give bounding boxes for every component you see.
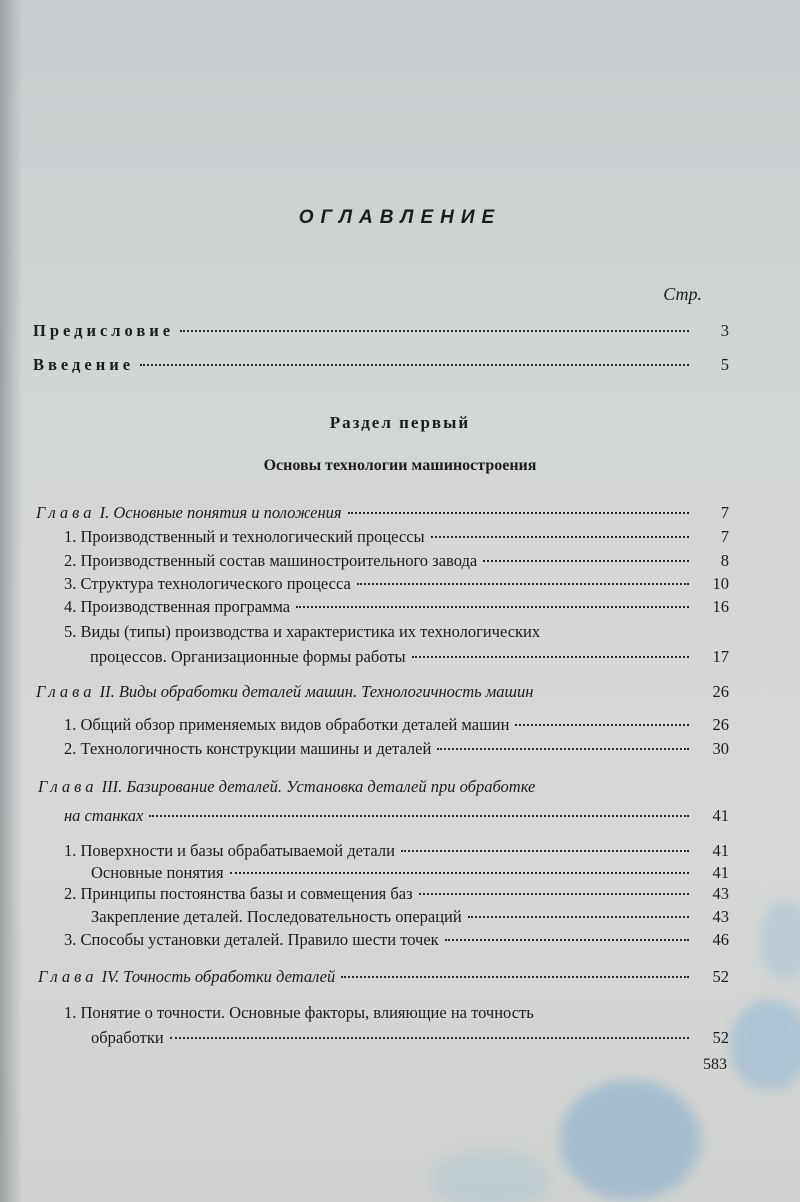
item-text: 2. Технологичность конструкции машины и деталей [64,739,432,758]
dot-leader [341,976,689,978]
page-column-header: Стр. [663,284,702,304]
chapter-word: Глава [38,777,98,796]
item-page: 30 [712,739,729,758]
chapter-title-cont: на станках [64,806,144,825]
chapter-page: 52 [712,967,729,986]
item-text-line1[interactable]: 5. Виды (типы) производства и характеристика их технологических [64,622,541,641]
chapter-title: I. Основные понятия и положения [99,503,342,522]
toc-item[interactable] [64,715,729,735]
entry-page: 3 [720,321,729,340]
item-page: 26 [712,715,729,734]
chapter-page: 26 [712,682,729,701]
item-text: Основные понятия [91,863,224,882]
item-text: 1. Поверхности и базы обрабатываемой детали [64,841,395,860]
item-page: 52 [712,1028,729,1047]
item-text: 2. Производственный состав машиностроительного завода [64,551,478,570]
dot-leader [230,872,689,874]
toc-item[interactable] [91,907,729,927]
toc-item[interactable] [64,930,729,950]
chapter-title: III. Базирование деталей. Установка деталей при обработке [101,777,536,796]
page-number: 583 [703,1056,727,1073]
dot-leader [483,560,689,562]
dot-leader [401,850,689,852]
water-stain [730,1000,800,1090]
water-stain [760,900,800,980]
dot-leader [445,939,689,941]
dot-leader [180,330,689,332]
toc-title: ОГЛАВЛЕНИЕ [298,207,502,228]
chapter-title: II. Виды обработки деталей машин. Технологичность машин [99,682,534,701]
item-text: Закрепление деталей. Последовательность операций [91,907,462,926]
chapter-page: 7 [720,503,729,522]
item-page: 41 [712,863,729,882]
dot-leader [170,1037,689,1039]
item-text: 2. Принципы постоянства базы и совмещения баз [64,884,413,903]
item-page: 17 [712,647,729,666]
dot-leader [412,656,689,658]
dot-leader [419,893,689,895]
item-text: 1. Производственный и технологический процессы [64,527,425,546]
item-page: 10 [712,574,729,593]
toc-entry-introduction[interactable] [33,355,729,375]
toc-item[interactable] [64,551,729,571]
toc-item[interactable] [64,597,729,617]
entry-label: Предисловие [33,321,175,340]
chapter-page: 41 [712,806,729,825]
toc-entry-preface[interactable] [33,321,729,341]
toc-item[interactable] [64,739,729,759]
toc-item[interactable] [64,574,729,594]
dot-leader [431,536,689,538]
dot-leader [149,815,689,817]
entry-label: Введение [33,355,135,374]
toc-item[interactable] [64,527,729,547]
toc-chapter-3[interactable] [64,806,729,826]
item-text: 1. Общий обзор применяемых видов обработки деталей машин [64,715,510,734]
item-text: обработки [91,1028,164,1047]
toc-item[interactable] [91,863,729,883]
toc-chapter-2[interactable] [36,682,729,702]
toc-chapter-1[interactable] [36,503,729,523]
item-page: 16 [712,597,729,616]
dot-leader [468,916,689,918]
water-stain [430,1150,550,1202]
part-heading: Раздел первый [329,413,471,432]
toc-item[interactable] [90,647,729,667]
item-page: 41 [712,841,729,860]
dot-leader [437,748,689,750]
chapter-word: Глава [36,682,96,701]
water-stain [560,1080,700,1200]
item-text: 4. Производственная программа [64,597,291,616]
chapter-word: Глава [36,503,96,522]
dot-leader [515,724,689,726]
dot-leader [140,364,689,366]
item-page: 43 [712,907,729,926]
chapter-title: IV. Точность обработки деталей [101,967,336,986]
part-subtitle: Основы технологии машиностроения [263,457,537,474]
item-page: 43 [712,884,729,903]
item-page: 46 [712,930,729,949]
toc-chapter-4[interactable] [38,967,729,987]
chapter-word: Глава [38,967,98,986]
item-page: 8 [720,551,729,570]
dot-leader [357,583,689,585]
toc-chapter-3-line1[interactable] [38,777,535,797]
toc-item[interactable] [91,1028,729,1048]
item-text-line1[interactable]: 1. Понятие о точности. Основные факторы, влияющие на точность [64,1003,534,1022]
dot-leader [296,606,689,608]
toc-item[interactable] [64,884,729,904]
entry-page: 5 [720,355,729,374]
item-text: 3. Способы установки деталей. Правило шести точек [64,930,439,949]
toc-item[interactable] [64,841,729,861]
dot-leader [348,512,689,514]
item-text: 3. Структура технологического процесса [64,574,351,593]
item-text: процессов. Организационные формы работы [90,647,406,666]
item-page: 7 [720,527,729,546]
